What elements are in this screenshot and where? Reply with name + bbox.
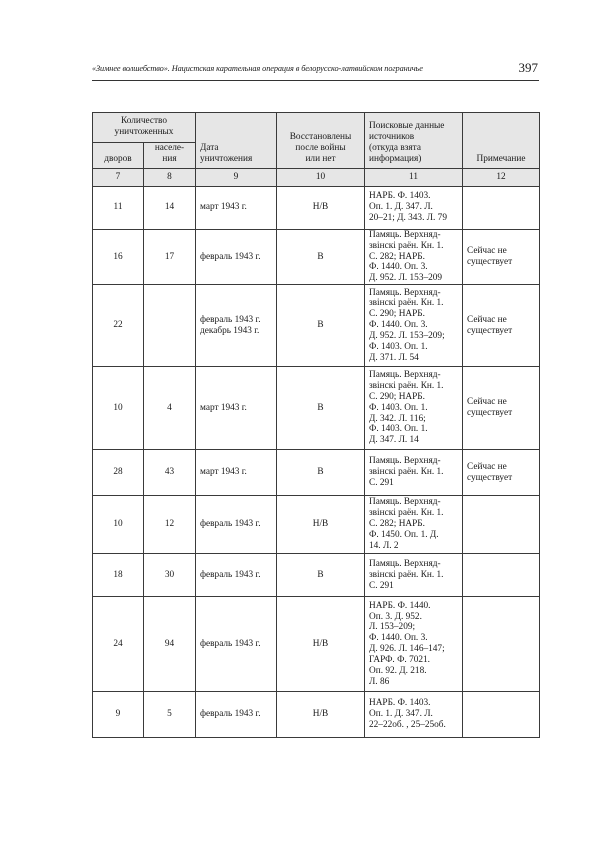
source-line: Памяць. Верхняд- xyxy=(369,456,441,467)
cell-date xyxy=(196,692,277,738)
date-line: март 1943 г. xyxy=(200,202,247,213)
cell-sources xyxy=(365,554,463,597)
date-line: февраль 1943 г. xyxy=(200,519,261,530)
source-line: С. 282; НАРБ. xyxy=(369,251,425,262)
cell-note xyxy=(463,229,540,284)
cell-date xyxy=(196,597,277,692)
header-restored: Восстановлены после войны или нет xyxy=(277,113,365,169)
table-body xyxy=(93,186,540,737)
cell-note xyxy=(463,367,540,450)
source-line: Оп. 1. Д. 347. Л. xyxy=(369,202,433,213)
date-line: февраль 1943 г. xyxy=(200,638,261,649)
cell-date xyxy=(196,367,277,450)
cell-restored: Н/В xyxy=(277,692,365,738)
cell-dvorov: 18 xyxy=(93,554,144,597)
table-row xyxy=(93,229,540,284)
header-dvorov: дворов xyxy=(93,143,144,169)
running-title: «Зимнее волшебство». Нацистская карательная операция в белорусско-латвийском пограничье xyxy=(92,64,423,73)
table-row xyxy=(93,554,540,597)
source-line: Ф. 1403. Оп. 1. xyxy=(369,402,428,413)
note-line: существует xyxy=(467,472,513,483)
cell-note xyxy=(463,692,540,738)
cell-restored: В xyxy=(277,229,365,284)
column-number: 9 xyxy=(196,168,277,186)
source-line: Памяць. Верхняд- xyxy=(369,558,441,569)
note-line: Сейчас не xyxy=(467,246,507,257)
cell-naselenia: 30 xyxy=(144,554,196,597)
cell-sources xyxy=(365,450,463,496)
cell-sources xyxy=(365,229,463,284)
source-line: НАРБ. Ф. 1403. xyxy=(369,191,431,202)
source-line: С. 291 xyxy=(369,580,394,591)
table-row xyxy=(93,496,540,554)
cell-dvorov: 24 xyxy=(93,597,144,692)
cell-sources xyxy=(365,597,463,692)
date-line: март 1943 г. xyxy=(200,467,247,478)
date-line: февраль 1943 г. xyxy=(200,314,261,325)
cell-dvorov: 22 xyxy=(93,285,144,367)
source-line: Памяць. Верхняд- xyxy=(369,229,441,240)
source-line: НАРБ. Ф. 1403. xyxy=(369,698,431,709)
note-line: существует xyxy=(467,256,513,267)
note-line: Сейчас не xyxy=(467,397,507,408)
source-line: Д. 952. Л. 153–209; xyxy=(369,331,445,342)
cell-dvorov: 9 xyxy=(93,692,144,738)
column-number: 7 xyxy=(93,168,144,186)
source-line: звінскі раён. Кн. 1. xyxy=(369,240,444,251)
column-number-row xyxy=(93,168,540,186)
cell-dvorov: 16 xyxy=(93,229,144,284)
cell-note xyxy=(463,285,540,367)
header-sources: Поисковые данные источников (откуда взята информация) xyxy=(365,113,463,169)
cell-naselenia: 14 xyxy=(144,186,196,229)
source-line: Оп. 3. Д. 952. xyxy=(369,611,422,622)
cell-restored: Н/В xyxy=(277,597,365,692)
table-row xyxy=(93,186,540,229)
header-date: Дата уничтожения xyxy=(196,113,277,169)
note-line: Сейчас не xyxy=(467,314,507,325)
source-line: Д. 952. Л. 153–209 xyxy=(369,273,443,284)
note-line: существует xyxy=(467,408,513,419)
source-line: звінскі раён. Кн. 1. xyxy=(369,467,444,478)
cell-sources xyxy=(365,496,463,554)
header-destroyed-count: Количество уничтоженных xyxy=(93,113,196,143)
source-line: звінскі раён. Кн. 1. xyxy=(369,508,444,519)
cell-dvorov: 10 xyxy=(93,496,144,554)
source-line: Ф. 1440. Оп. 3. xyxy=(369,320,428,331)
source-line: Д. 926. Л. 146–147; xyxy=(369,644,445,655)
date-line: март 1943 г. xyxy=(200,402,247,413)
source-line: Памяць. Верхняд- xyxy=(369,497,441,508)
source-line: Памяць. Верхняд- xyxy=(369,287,441,298)
cell-date xyxy=(196,450,277,496)
cell-dvorov: 10 xyxy=(93,367,144,450)
cell-note xyxy=(463,597,540,692)
page-header xyxy=(92,60,538,80)
cell-naselenia xyxy=(144,285,196,367)
cell-naselenia: 94 xyxy=(144,597,196,692)
cell-naselenia: 4 xyxy=(144,367,196,450)
cell-date xyxy=(196,229,277,284)
cell-restored: В xyxy=(277,367,365,450)
source-line: 22–22об. , 25–25об. xyxy=(369,720,446,731)
source-line: Памяць. Верхняд- xyxy=(369,370,441,381)
date-line: декабрь 1943 г. xyxy=(200,325,260,336)
cell-restored: В xyxy=(277,554,365,597)
source-line: С. 290; НАРБ. xyxy=(369,309,425,320)
cell-note xyxy=(463,496,540,554)
cell-restored: В xyxy=(277,285,365,367)
source-line: Ф. 1403. Оп. 1. xyxy=(369,341,428,352)
page-number: 397 xyxy=(518,60,538,75)
source-line: Ф. 1440. Оп. 3. xyxy=(369,633,428,644)
source-line: Оп. 1. Д. 347. Л. xyxy=(369,709,433,720)
source-line: Ф. 1440. Оп. 3. xyxy=(369,262,428,273)
data-table xyxy=(92,112,540,738)
source-line: Д. 342. Л. 116; xyxy=(369,413,426,424)
source-line: С. 290; НАРБ. xyxy=(369,391,425,402)
source-line: Л. 86 xyxy=(369,676,390,687)
date-line: февраль 1943 г. xyxy=(200,569,261,580)
source-line: звінскі раён. Кн. 1. xyxy=(369,380,444,391)
table-row xyxy=(93,285,540,367)
date-line: февраль 1943 г. xyxy=(200,251,261,262)
table-row xyxy=(93,692,540,738)
cell-date xyxy=(196,285,277,367)
date-line: февраль 1943 г. xyxy=(200,709,261,720)
source-line: ГАРФ. Ф. 7021. xyxy=(369,655,430,665)
source-line: Оп. 92. Д. 218. xyxy=(369,665,427,676)
cell-dvorov: 28 xyxy=(93,450,144,496)
header-note: Примечание xyxy=(463,113,540,169)
cell-sources xyxy=(365,692,463,738)
source-line: Д. 371. Л. 54 xyxy=(369,352,419,363)
column-number: 11 xyxy=(365,168,463,186)
source-line: 20–21; Д. 343. Л. 79 xyxy=(369,213,447,224)
cell-restored: Н/В xyxy=(277,186,365,229)
cell-note xyxy=(463,554,540,597)
source-line: С. 282; НАРБ. xyxy=(369,519,425,530)
table-row xyxy=(93,450,540,496)
column-number: 8 xyxy=(144,168,196,186)
table-row xyxy=(93,367,540,450)
note-line: существует xyxy=(467,325,513,336)
header-naselenia: населе- ния xyxy=(144,143,196,169)
source-line: 14. Л. 2 xyxy=(369,540,399,551)
note-line: Сейчас не xyxy=(467,461,507,472)
cell-naselenia: 5 xyxy=(144,692,196,738)
column-number: 10 xyxy=(277,168,365,186)
source-line: Д. 347. Л. 14 xyxy=(369,435,419,446)
source-line: НАРБ. Ф. 1440. xyxy=(369,600,431,611)
cell-date xyxy=(196,186,277,229)
source-line: звінскі раён. Кн. 1. xyxy=(369,569,444,580)
cell-note xyxy=(463,186,540,229)
source-line: С. 291 xyxy=(369,478,394,489)
table-row xyxy=(93,597,540,692)
source-line: Л. 153–209; xyxy=(369,622,416,633)
cell-sources xyxy=(365,285,463,367)
cell-restored: Н/В xyxy=(277,496,365,554)
source-line: Ф. 1450. Оп. 1. Д. xyxy=(369,530,439,541)
source-line: звінскі раён. Кн. 1. xyxy=(369,298,444,309)
cell-naselenia: 12 xyxy=(144,496,196,554)
cell-sources xyxy=(365,367,463,450)
cell-date xyxy=(196,496,277,554)
cell-dvorov: 11 xyxy=(93,186,144,229)
cell-date xyxy=(196,554,277,597)
header-row xyxy=(93,113,540,143)
cell-sources xyxy=(365,186,463,229)
column-number: 12 xyxy=(463,168,540,186)
source-line: Ф. 1403. Оп. 1. xyxy=(369,424,428,435)
cell-naselenia: 43 xyxy=(144,450,196,496)
cell-note xyxy=(463,450,540,496)
header-rule xyxy=(92,80,539,81)
cell-naselenia: 17 xyxy=(144,229,196,284)
cell-restored: В xyxy=(277,450,365,496)
